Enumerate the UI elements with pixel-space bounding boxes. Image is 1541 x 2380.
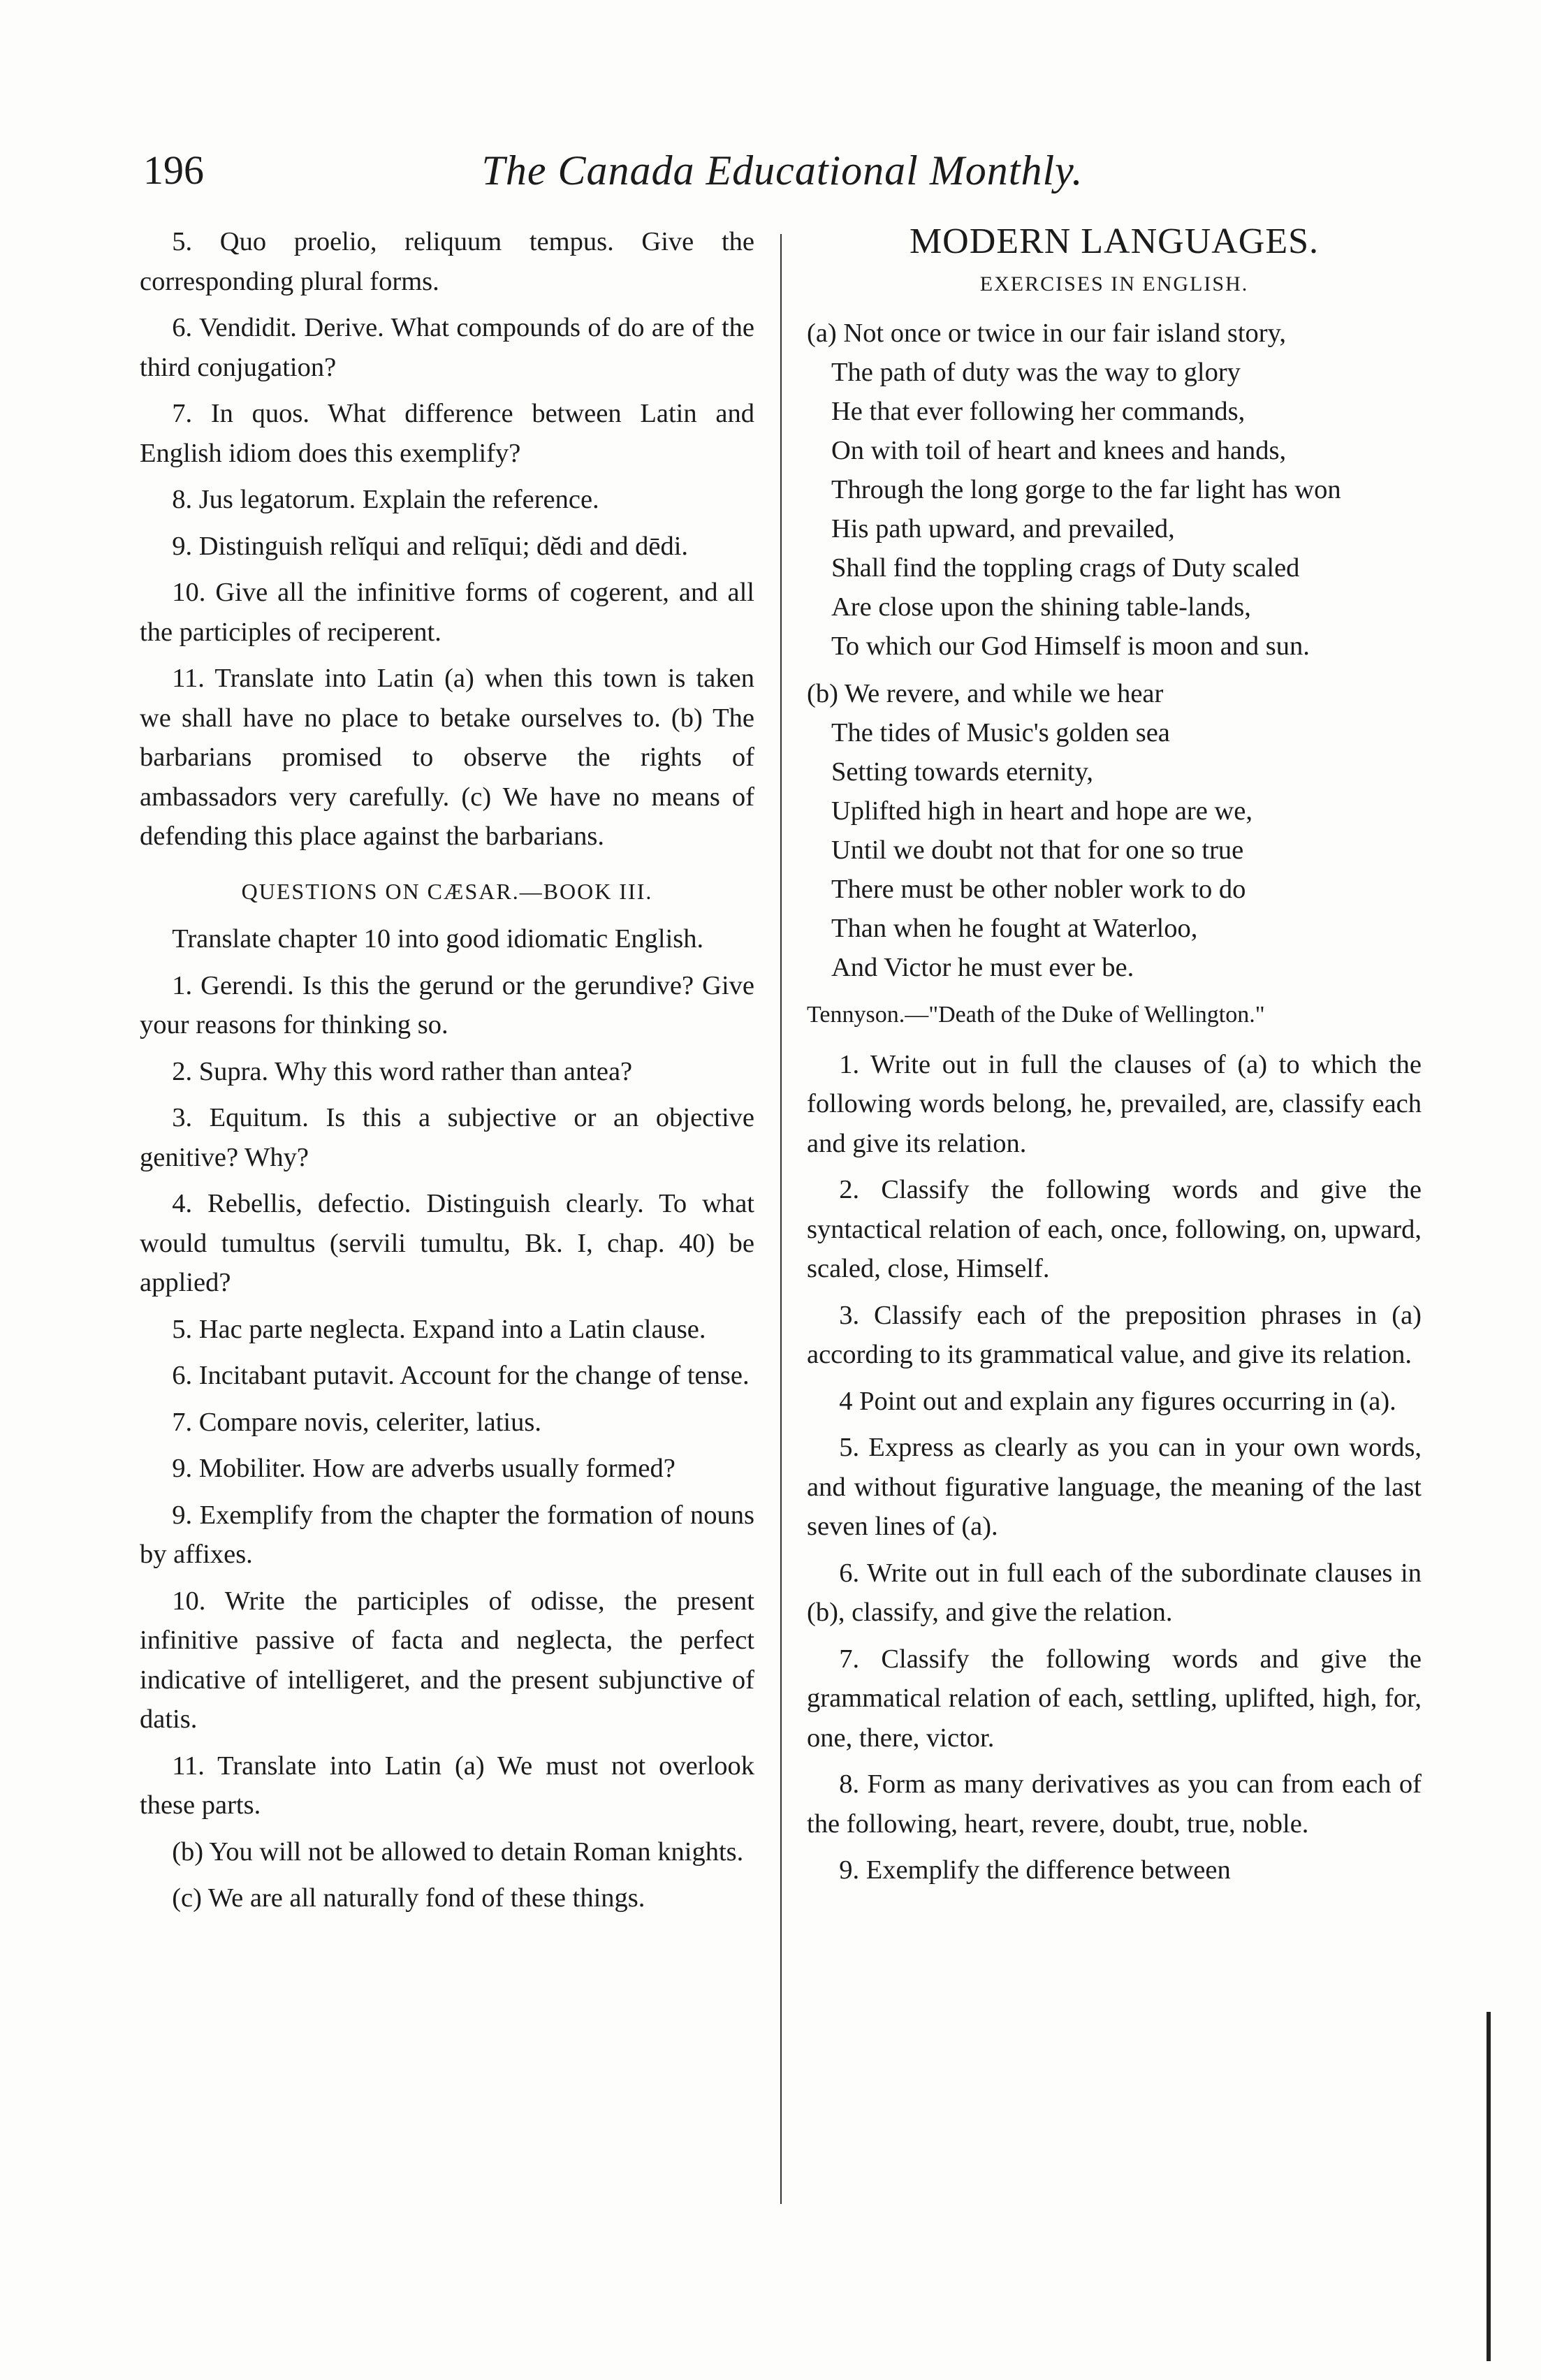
question-paragraph: 9. Mobiliter. How are adverbs usually formed? [172, 1454, 675, 1483]
poem-excerpt-b [807, 674, 1422, 987]
latin-questions-top [140, 222, 754, 856]
page-edge-mark [1487, 2012, 1491, 2361]
question-paragraph: 9. Distinguish relĭqui and relīqui; dĕdi and dēdi. [172, 531, 689, 561]
question-paragraph: 7. Classify the following words and give the grammatical relation of each, settling, uplifted, high, for, one, there, victor. [807, 1644, 1422, 1753]
poem-line: Until we doubt not that for one so true [831, 835, 1244, 865]
question-paragraph: 10. Write the participles of odisse, the present infinitive passive of facta and neglecta, the perfect indicative of intelligeret, and the present subjunctive of datis. [140, 1586, 754, 1734]
question-paragraph: 1. Gerendi. Is this the gerund or the gerundive? Give your reasons for thinking so. [140, 970, 754, 1039]
poem-line: (a) Not once or twice in our fair island story, [807, 319, 1287, 348]
question-paragraph: 3. Classify each of the preposition phrases in (a) according to its grammatical value, and give its relation. [807, 1300, 1422, 1369]
poem-attribution: Tennyson.—"Death of the Duke of Wellington." [807, 1002, 1265, 1028]
poem-line: The path of duty was the way to glory [831, 358, 1241, 387]
question-paragraph: 4 Point out and explain any figures occurring in (a). [839, 1386, 1396, 1416]
question-paragraph: 9. Exemplify from the chapter the formation of nouns by affixes. [140, 1500, 754, 1569]
question-paragraph: 7. Compare novis, celeriter, latius. [172, 1407, 541, 1437]
question-paragraph: 6. Incitabant putavit. Account for the change of tense. [172, 1361, 750, 1390]
poem-line: The tides of Music's golden sea [831, 718, 1170, 747]
question-paragraph: 4. Rebellis, defectio. Distinguish clearly. To what would tumultus (servili tumultu, Bk. I, chap. 40) be applied? [140, 1189, 754, 1297]
question-paragraph: 2. Supra. Why this word rather than antea? [172, 1056, 633, 1086]
question-paragraph: 1. Write out in full the clauses of (a) to which the following words belong, he, prevailed, are, classify each and give its relation. [807, 1049, 1422, 1158]
right-column [807, 222, 1422, 1897]
poem-line: Shall find the toppling crags of Duty scaled [831, 553, 1300, 583]
poem-line: To which our God Himself is moon and sun. [831, 631, 1310, 661]
question-paragraph: 6. Vendidit. Derive. What compounds of do are of the third conjugation? [140, 313, 754, 382]
poem-line: Are close upon the shining table-lands, [831, 592, 1251, 622]
question-paragraph: 8. Jus legatorum. Explain the reference. [172, 485, 599, 514]
poem-line: Through the long gorge to the far light has won [831, 475, 1341, 504]
poem-line: On with toil of heart and knees and hands, [831, 436, 1287, 465]
left-column [140, 222, 754, 1925]
poem-line: (b) We revere, and while we hear [807, 679, 1164, 708]
question-paragraph: 2. Classify the following words and give the syntactical relation of each, once, following, on, upward, scaled, close, Himself. [807, 1175, 1422, 1283]
question-paragraph: 11. Translate into Latin (a) when this town is taken we shall have no place to betake ourselves to. (b) The barbarians promised to observe the rights of ambassadors very carefully. (c) We have no means of defending this place against the barbarians. [140, 664, 754, 851]
caesar-section-heading: QUESTIONS ON CÆSAR.—BOOK III. [241, 878, 653, 904]
question-paragraph: 7. In quos. What difference between Latin and English idiom does this exemplify? [140, 399, 754, 468]
poem-line: Than when he fought at Waterloo, [831, 914, 1198, 943]
poem-line: His path upward, and prevailed, [831, 514, 1175, 543]
question-paragraph: 8. Form as many derivatives as you can from each of the following, heart, revere, doubt, true, noble. [807, 1769, 1422, 1839]
page-number: 196 [143, 147, 204, 193]
column-divider [780, 234, 782, 2204]
poem-line: Setting towards eternity, [831, 757, 1093, 787]
question-paragraph: 9. Exemplify the difference between [839, 1855, 1231, 1885]
question-paragraph: Translate chapter 10 into good idiomatic English. [172, 924, 704, 954]
question-paragraph: 5. Hac parte neglecta. Expand into a Latin clause. [172, 1314, 706, 1344]
exercises-subheading: EXERCISES IN ENGLISH. [979, 272, 1249, 295]
question-paragraph: 3. Equitum. Is this a subjective or an objective genitive? Why? [140, 1103, 754, 1172]
poem-line: And Victor he must ever be. [831, 953, 1134, 982]
poem-line: There must be other nobler work to do [831, 875, 1246, 904]
question-paragraph: 10. Give all the infinitive forms of cogerent, and all the participles of reciperent. [140, 578, 754, 647]
caesar-questions [140, 919, 754, 1918]
question-paragraph: 5. Express as clearly as you can in your own words, and without figurative language, the meaning of the last seven lines of (a). [807, 1433, 1422, 1541]
question-paragraph: 5. Quo proelio, reliquum tempus. Give the corresponding plural forms. [140, 227, 754, 296]
poem-line: Uplifted high in heart and hope are we, [831, 796, 1252, 826]
page-header [143, 140, 1422, 203]
question-paragraph: 6. Write out in full each of the subordinate clauses in (b), classify, and give the relation. [807, 1558, 1422, 1627]
question-paragraph: 11. Translate into Latin (a) We must not overlook these parts. [140, 1751, 754, 1820]
poem-excerpt-a [807, 314, 1422, 666]
running-title: The Canada Educational Monthly. [481, 147, 1083, 194]
english-questions [807, 1045, 1422, 1890]
question-paragraph: (c) We are all naturally fond of these things. [172, 1883, 645, 1913]
modern-languages-heading: MODERN LANGUAGES. [909, 221, 1320, 261]
question-paragraph: (b) You will not be allowed to detain Roman knights. [172, 1837, 744, 1867]
poem-line: He that ever following her commands, [831, 397, 1246, 426]
